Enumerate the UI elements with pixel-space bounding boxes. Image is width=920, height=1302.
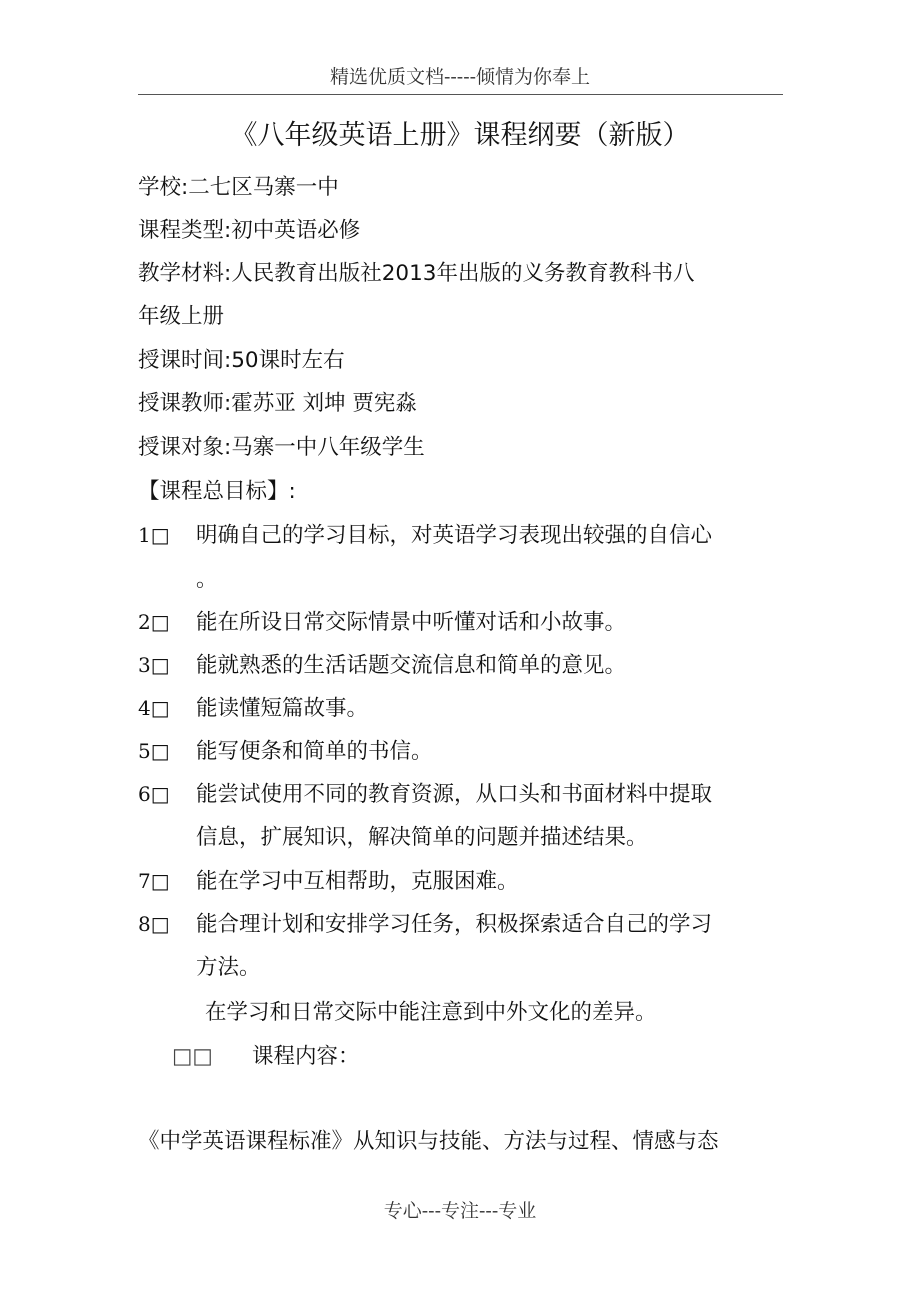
teachers-line: 授课教师:霍苏亚 刘坤 贾宪淼 — [138, 391, 417, 416]
goal-item-6 — [138, 777, 712, 808]
goal-text: 能合理计划和安排学习任务，积极探索适合自己的学习 — [196, 912, 713, 937]
goal-text: 明确自己的学习目标，对英语学习表现出较强的自信心 — [196, 523, 713, 548]
goal-text: 能在学习中互相帮助，克服困难。 — [196, 869, 519, 894]
hours-line: 授课时间:50课时左右 — [138, 348, 345, 373]
header-rule — [138, 94, 783, 95]
goal-item-2 — [138, 605, 626, 636]
goal-number: 8□ — [138, 912, 170, 936]
content-heading: 课程内容： — [252, 1044, 360, 1069]
page-header: 精选优质文档-----倾情为你奉上 — [329, 66, 591, 88]
content-heading-row — [172, 1039, 360, 1070]
goal-text: 能尝试使用不同的教育资源，从口头和书面材料中提取 — [196, 782, 713, 807]
materials-line-cont: 年级上册 — [138, 304, 225, 329]
goal-number: 7□ — [138, 869, 170, 893]
goal-text: 能就熟悉的生活话题交流信息和简单的意见。 — [196, 653, 627, 678]
goal-number: 1□ — [138, 523, 170, 547]
goal-item-5 — [138, 734, 433, 765]
heading-marker: □□ — [172, 1044, 213, 1069]
goal-item-6-cont: 信息，扩展知识，解决简单的问题并描述结果。 — [196, 825, 648, 850]
page-footer: 专心---专注---专业 — [383, 1200, 537, 1222]
goal-number: 5□ — [138, 739, 170, 763]
goal-item-7 — [138, 864, 519, 895]
document-title: 《八年级英语上册》课程纲要（新版） — [230, 120, 690, 151]
students-line: 授课对象:马寨一中八年级学生 — [138, 435, 425, 460]
standard-paragraph: 《中学英语课程标准》从知识与技能、方法与过程、情感与态 — [138, 1129, 719, 1154]
goal-item-8 — [138, 907, 712, 938]
course-type-line: 课程类型:初中英语必修 — [138, 218, 361, 243]
goal-item-1-cont: 。 — [196, 567, 218, 592]
goal-number: 3□ — [138, 653, 170, 677]
goal-text: 能读懂短篇故事。 — [196, 696, 369, 721]
goal-number: 6□ — [138, 782, 170, 806]
goal-item-8-cont: 方法。 — [196, 955, 261, 980]
goal-item-4 — [138, 691, 368, 722]
school-line: 学校:二七区马寨一中 — [138, 175, 339, 200]
goal-number: 4□ — [138, 696, 170, 720]
goal-text: 能写便条和简单的书信。 — [196, 739, 433, 764]
extra-goal: 在学习和日常交际中能注意到中外文化的差异。 — [205, 1000, 657, 1025]
goal-item-3 — [138, 648, 626, 679]
goal-number: 2□ — [138, 610, 170, 634]
goal-item-1 — [138, 518, 712, 549]
materials-line: 教学材料:人民教育出版社2013年出版的义务教育教科书八 — [138, 261, 695, 286]
goal-text: 能在所设日常交际情景中听懂对话和小故事。 — [196, 610, 627, 635]
goals-heading: 【课程总目标】: — [138, 479, 296, 504]
